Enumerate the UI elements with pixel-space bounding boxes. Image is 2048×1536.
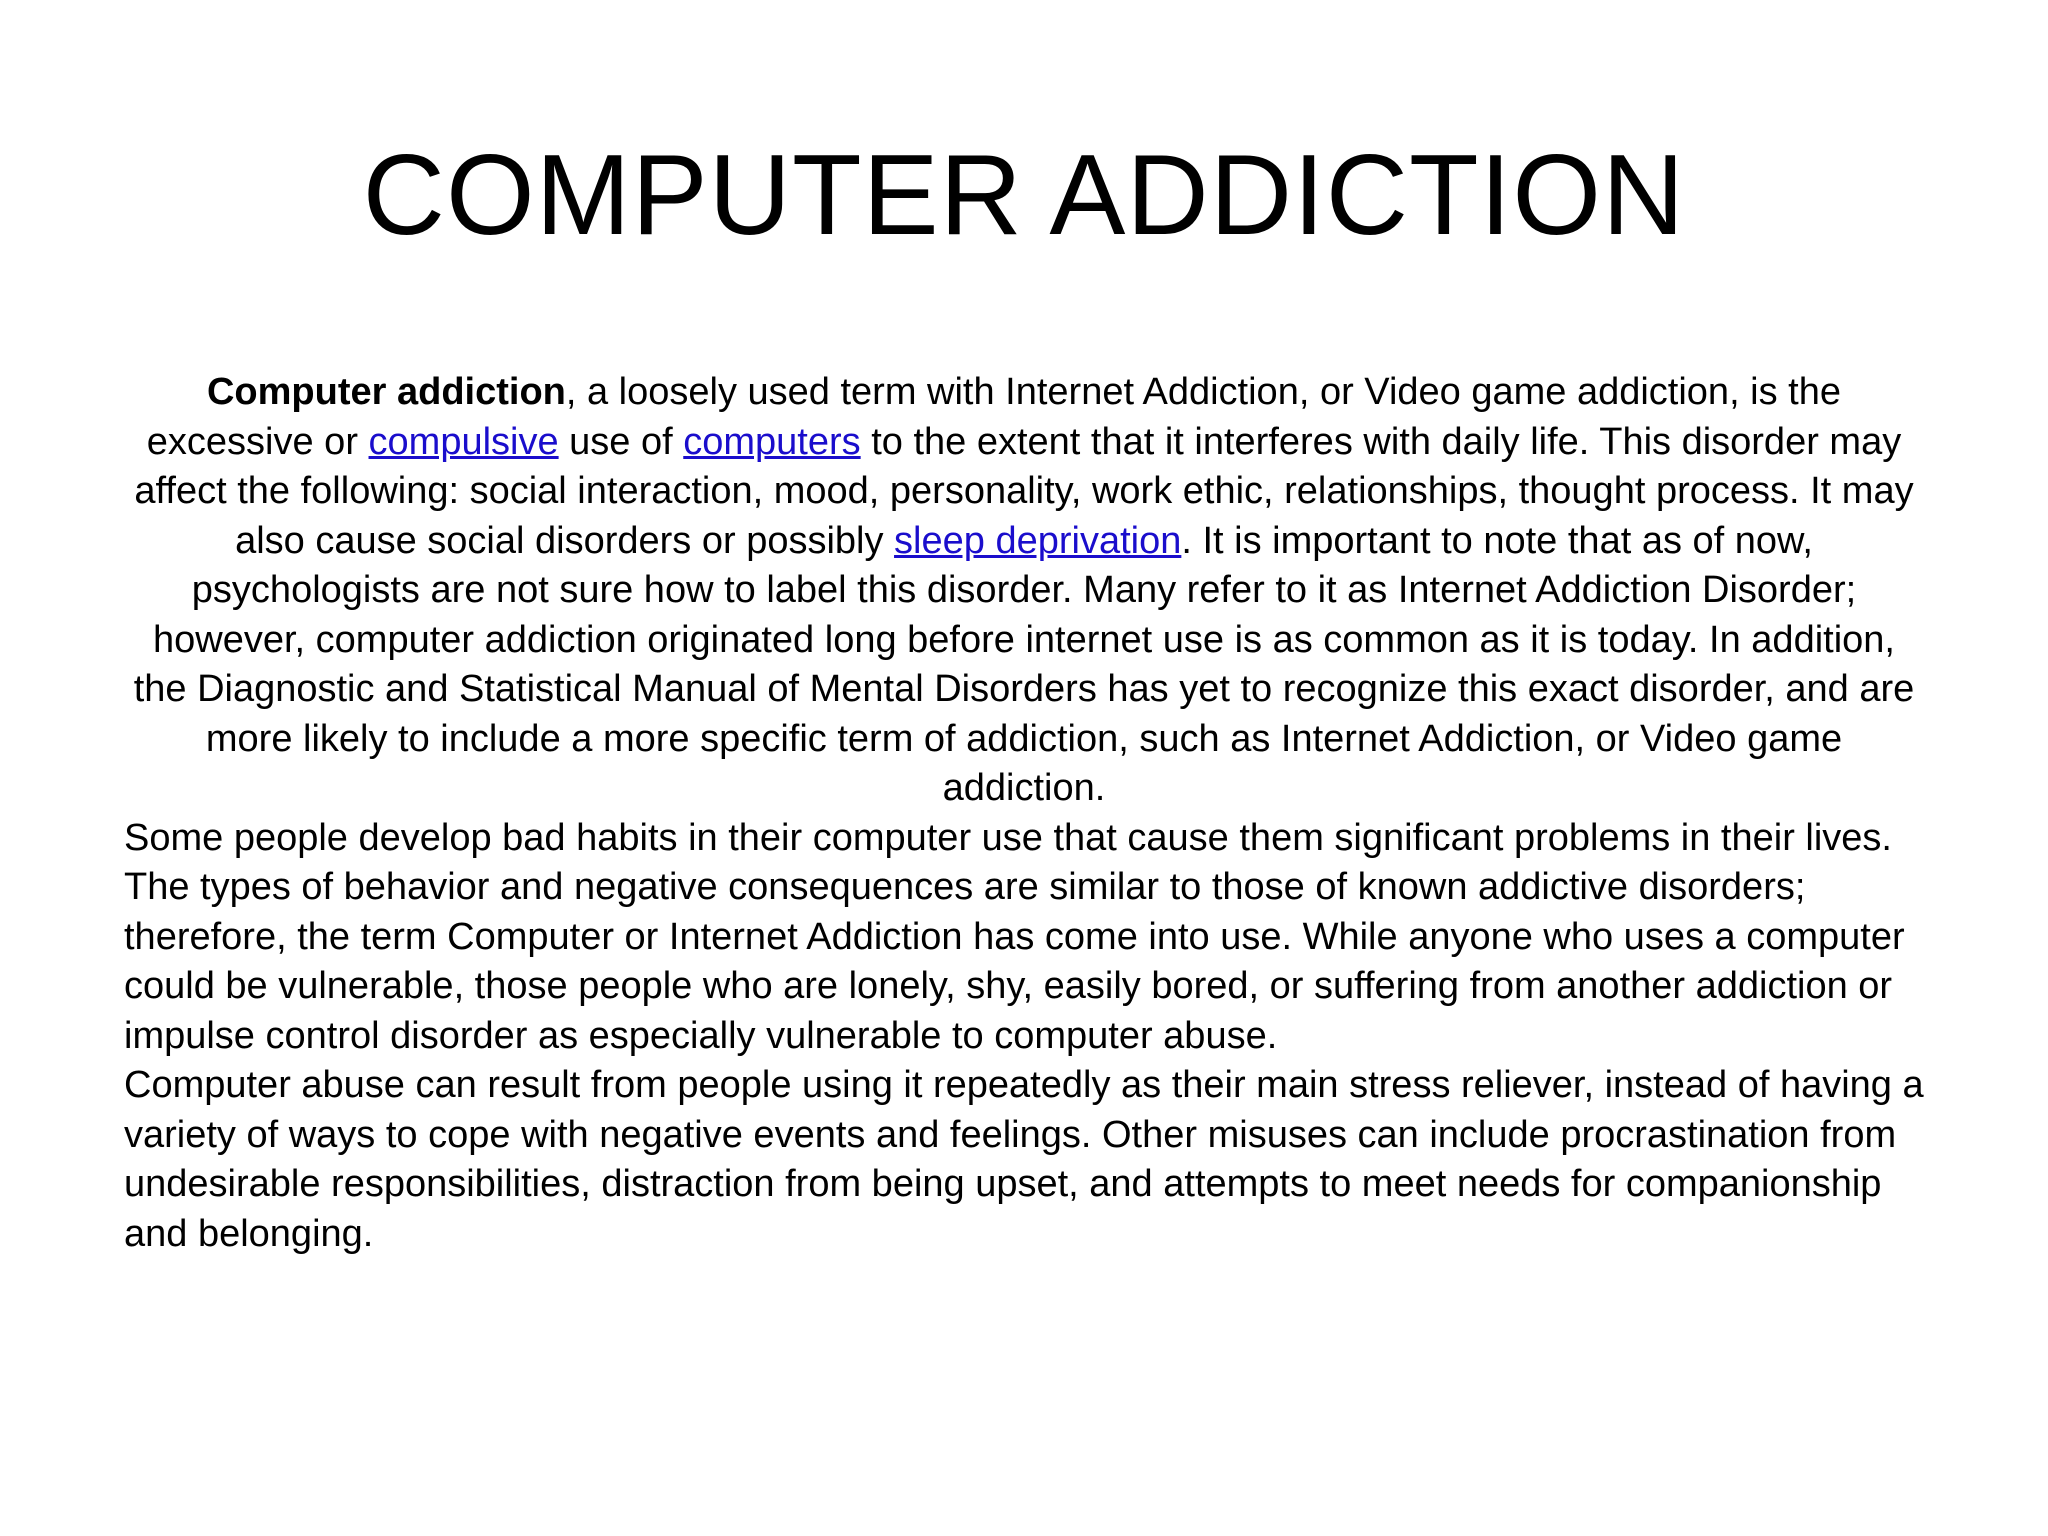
slide-title: COMPUTER ADDICTION — [362, 132, 1686, 259]
link-sleep-deprivation[interactable]: sleep deprivation — [894, 519, 1182, 562]
text-segment: use of — [558, 420, 684, 463]
text-segment: . It is important to note that as of now, psychologists are not sure how to label this disorder. Many refer to it as Internet Addiction Disorder; however, computer addiction originated long before internet use is as common as it is today. In addition, the Diagnostic and Statistical Manual of Mental Disorders has yet to recognize this exact disorder, and are more likely to include a more specific term of addiction, such as Internet Addiction, or Video game addiction. — [133, 519, 1915, 809]
bold-term: Computer addiction — [206, 371, 566, 413]
link-computers[interactable]: computers — [683, 420, 861, 463]
paragraph-definition — [124, 368, 1924, 814]
paragraph-computer-abuse: Computer abuse can result from people using it repeatedly as their main stress reliever, instead of having a variety of ways to cope with negative events and feelings. Other misuses can include procrastination from undesirable responsibilities, distraction from being upset, and attempts to meet needs for companionship and belonging. — [124, 1064, 1924, 1255]
text-segment: , a loosely used term with Internet Addiction, or Video game addiction, is the excessive or — [146, 371, 1842, 463]
text-segment: to the extent that it interferes with daily life. This disorder may affect the following: social interaction, mood, personality, work ethic, relationships, thought process. It may also cause social disorders or possibly — [134, 420, 1914, 562]
link-compulsive[interactable]: compulsive — [368, 420, 559, 463]
paragraph-bad-habits: Some people develop bad habits in their computer use that cause them significant problems in their lives. The types of behavior and negative consequences are similar to those of known addictive disorders; therefore, the term Computer or Internet Addiction has come into use. While anyone who uses a computer could be vulnerable, those people who are lonely, shy, easily bored, or suffering from another addiction or impulse control disorder as especially vulnerable to computer abuse. — [124, 816, 1905, 1057]
slide-body — [124, 368, 1924, 1259]
